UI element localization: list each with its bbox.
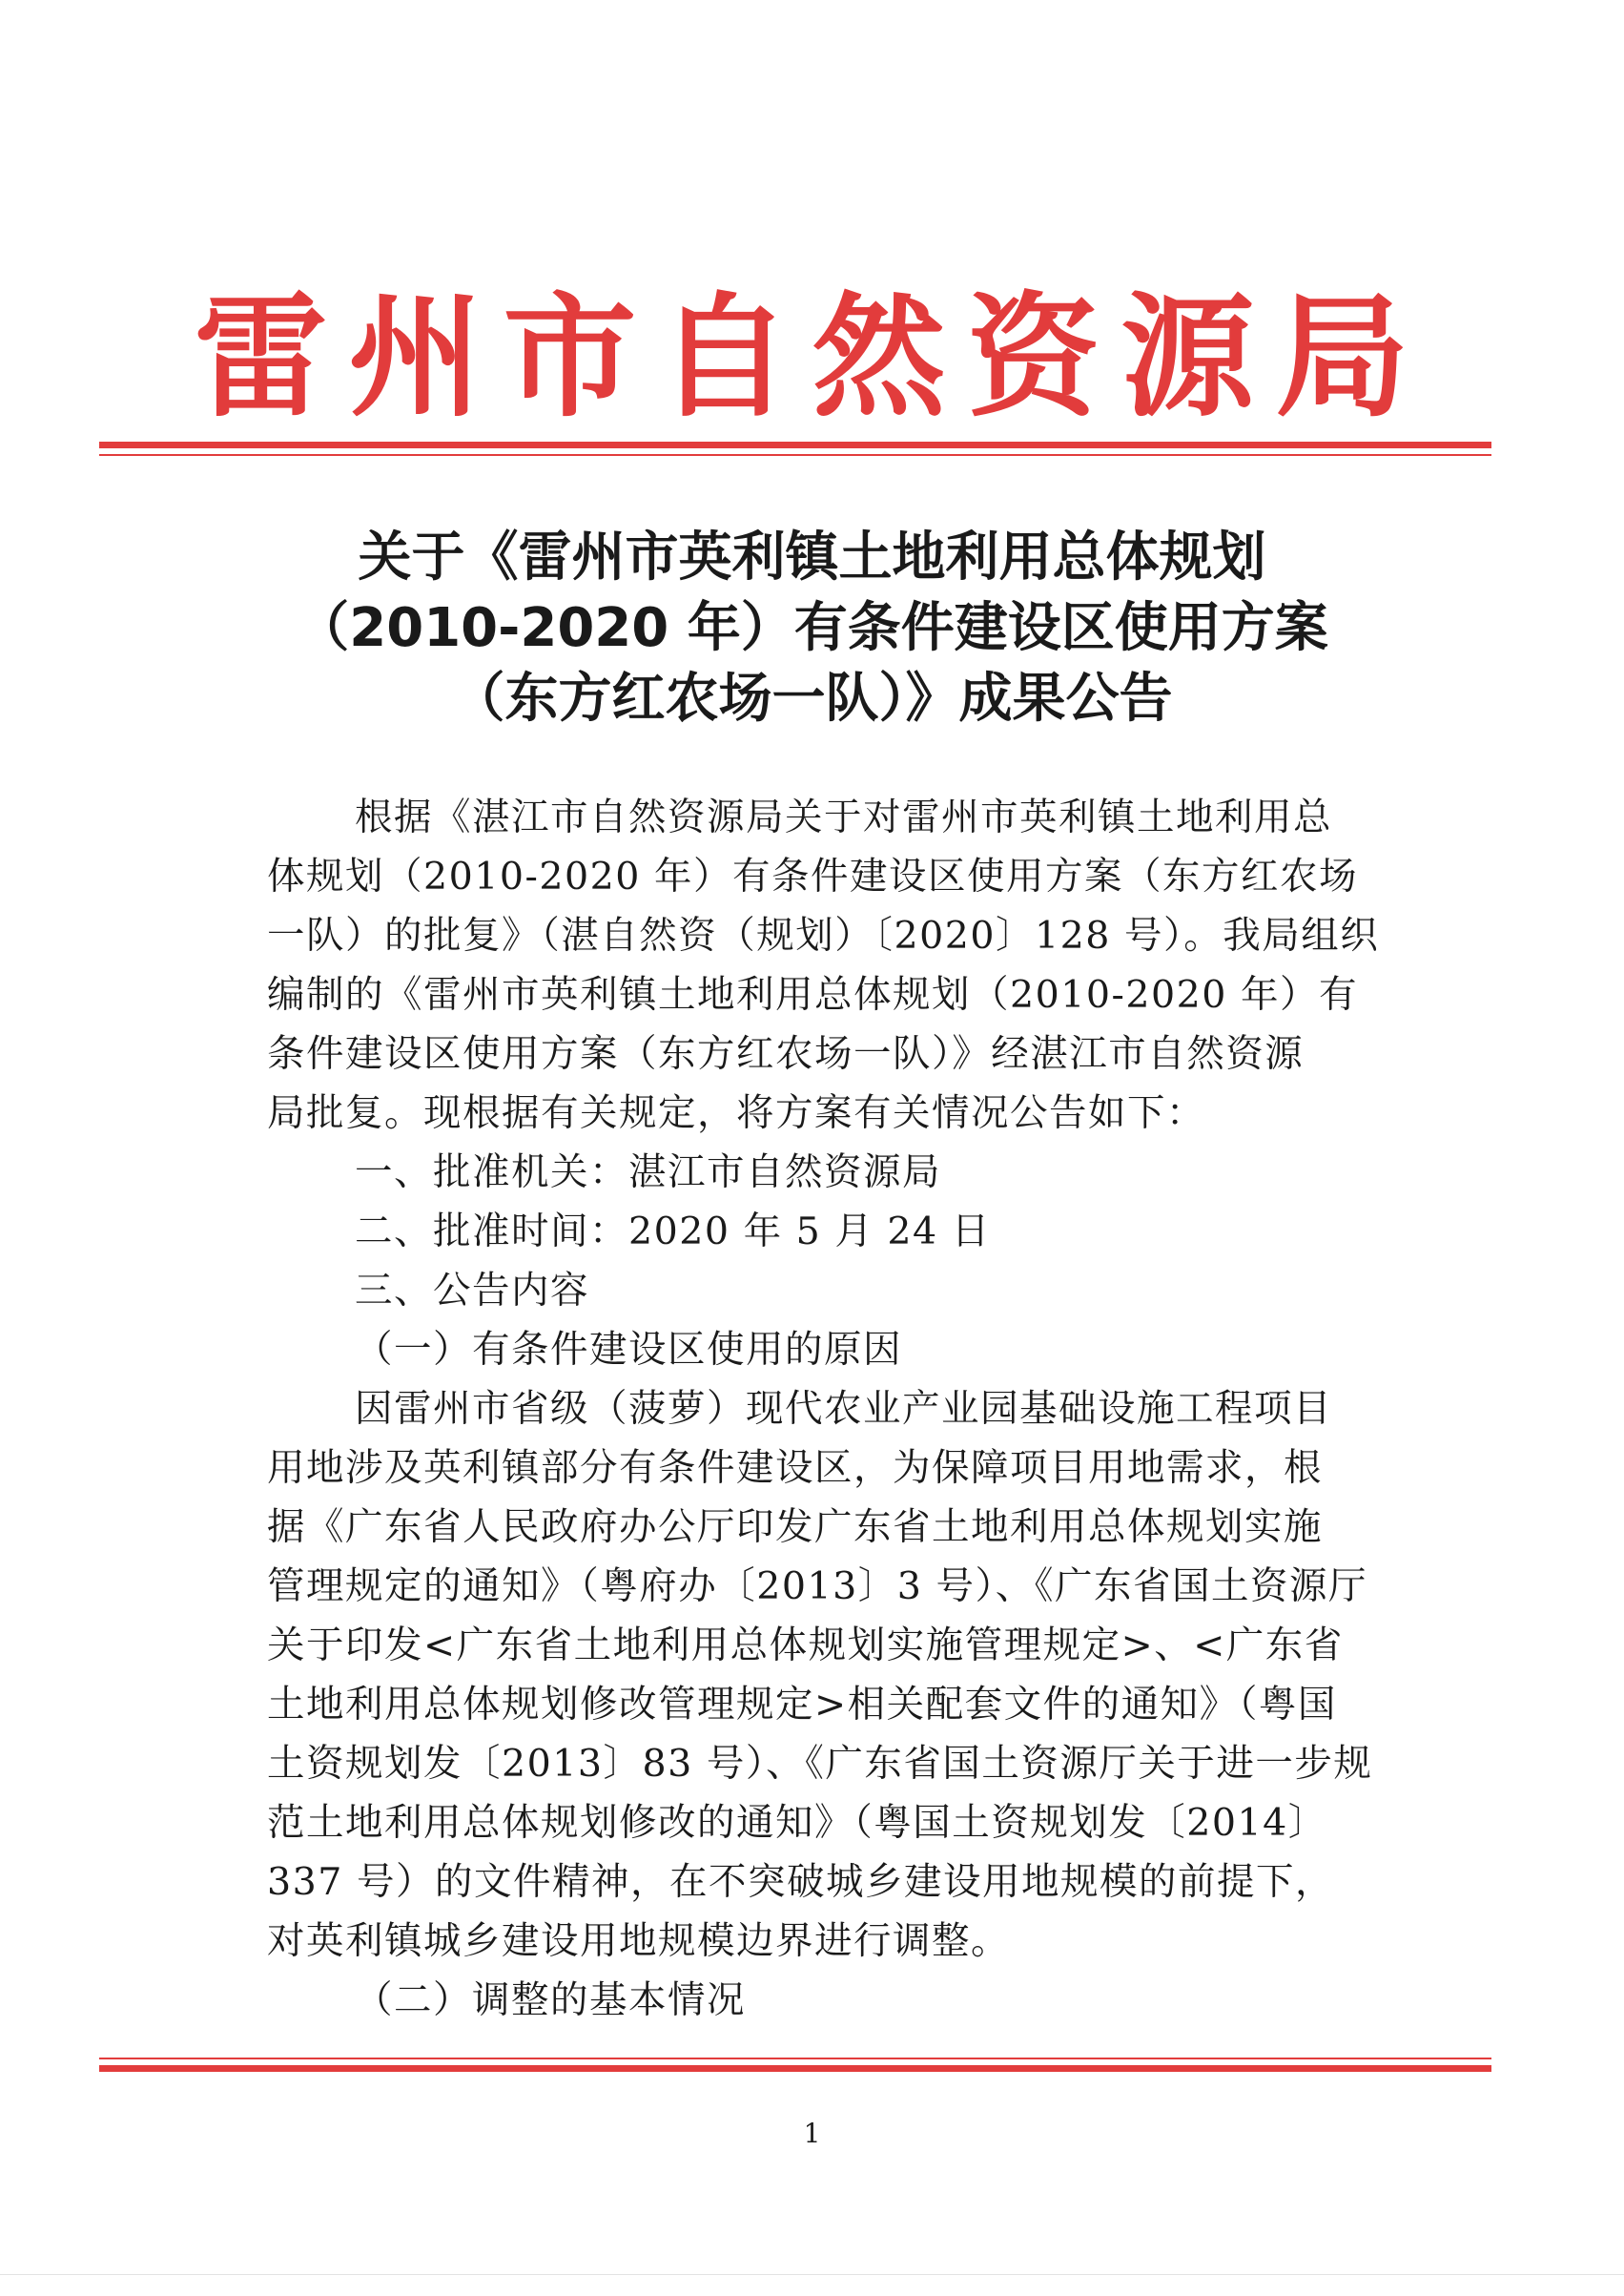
body-line: 二、批准时间：2020 年 5 月 24 日 [355,1210,991,1253]
document-title [153,523,1471,734]
title-line: （2010-2020 年）有条件建设区使用方案 [296,597,1328,659]
body-line: （一）有条件建设区使用的原因 [355,1328,902,1372]
body-line: 对英利镇城乡建设用地规模边界进行调整。 [267,1919,1010,1963]
body-line: 编制的《雷州市英利镇土地利用总体规划（2010-2020 年）有 [267,973,1358,1017]
document-body [267,788,1421,2030]
body-line: 337 号）的文件精神，在不突破城乡建设用地规模的前提下， [267,1860,1334,1904]
footer-rule-thick [99,2065,1491,2072]
body-line: 用地涉及英利镇部分有条件建设区，为保障项目用地需求，根 [267,1446,1323,1490]
title-line: （东方红农场一队）》成果公告 [451,668,1173,730]
footer-rule-thin [99,2058,1491,2059]
body-line: 范土地利用总体规划修改的通知》（粤国土资规划发〔2014〕 [267,1801,1327,1845]
body-line: 土资规划发〔2013〕83 号）、《广东省国土资源厅关于进一步规 [267,1742,1373,1786]
body-line: 一队）的批复》（湛自然资（规划）〔2020〕128 号）。我局组织 [267,914,1380,958]
agency-masthead: 雷州市自然资源局 [194,279,1430,436]
body-line: 根据《湛江市自然资源局关于对雷州市英利镇土地利用总 [355,796,1332,839]
body-line: 一、批准机关：湛江市自然资源局 [355,1150,941,1194]
body-line: 据《广东省人民政府办公厅印发广东省土地利用总体规划实施 [267,1505,1323,1549]
body-line: 管理规定的通知》（粤府办〔2013〕3 号）、《广东省国土资源厅 [267,1564,1367,1608]
page-number: 1 [803,2118,821,2149]
body-line: 关于印发<广东省土地利用总体规划实施管理规定>、<广东省 [267,1624,1344,1667]
body-line: 土地利用总体规划修改管理规定>相关配套文件的通知》（粤国 [267,1683,1337,1727]
body-line: 局批复。现根据有关规定，将方案有关情况公告如下： [267,1091,1205,1135]
body-line: 条件建设区使用方案（东方红农场一队）》经湛江市自然资源 [267,1032,1305,1076]
title-line: 关于《雷州市英利镇土地利用总体规划 [358,527,1266,589]
masthead-rule-thin [99,454,1491,456]
body-line: 体规划（2010-2020 年）有条件建设区使用方案（东方红农场 [267,855,1358,899]
masthead-rule-thick [99,442,1491,448]
body-line: 三、公告内容 [355,1269,589,1313]
body-line: 因雷州市省级（菠萝）现代农业产业园基础设施工程项目 [355,1387,1332,1431]
body-line: （二）调整的基本情况 [355,1978,746,2022]
scan-edge-line [0,2274,1624,2275]
